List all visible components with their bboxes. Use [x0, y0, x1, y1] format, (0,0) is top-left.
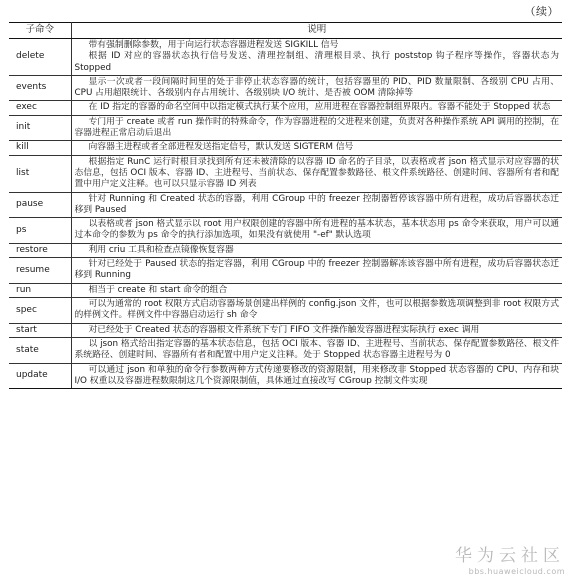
table-row [9, 323, 562, 338]
command-cell: events [9, 75, 71, 101]
description-text: 专门用于 create 或者 run 操作时的特殊命令，作为容器进程的父进程来创建，负责对各种操作系统 API 调用的控制，在容器进程正常启动后退出 [74, 116, 559, 139]
table-row [9, 115, 562, 141]
description-cell [71, 338, 562, 364]
header-description: 说明 [71, 23, 562, 39]
table-row [9, 39, 562, 76]
description-text: 可以为通常的 root 权限方式启动容器场景创建出样例的 config.json 文件，也可以根据参数选项调整到非 root 权限方式的样例文件。样例文件中容器启动运行 sh 命令 [74, 299, 559, 321]
description-text: 以 json 格式给出指定容器的基本状态信息，包括 OCI 版本、容器 ID、主进程号、当前状态、保存配置参数路径、根文件系统路径、创建时间、容器所有者和配置中用户定义注释。处于 Stopped 状态容器主进程号为 0 [74, 339, 559, 361]
table-row [9, 283, 562, 298]
watermark [455, 541, 565, 576]
description-cell [71, 141, 562, 156]
description-cell [71, 283, 562, 298]
command-cell: delete [9, 39, 71, 76]
description-text: 带有强制删除参数，用于向运行状态容器进程发送 SIGKILL 信号 [88, 40, 339, 50]
table-row [9, 75, 562, 101]
command-cell: update [9, 363, 71, 389]
table-header-row [9, 23, 562, 39]
description-text: 向容器主进程或者全部进程发送指定信号，默认发送 SIGTERM 信号 [88, 142, 354, 153]
command-cell: resume [9, 258, 71, 284]
table-row [9, 338, 562, 364]
description-text: 针对 Running 和 Created 状态的容器，利用 CGroup 中的 freezer 控制器暂停该容器中所有进程，成功后容器状态迁移到 Paused [74, 193, 559, 215]
watermark-url: bbs.huaweicloud.com [468, 567, 565, 576]
description-cell [71, 101, 562, 116]
description-text: 对已经处于 Created 状态的容器根文件系统下专门 FIFO 文件操作触发容器进程实际执行 exec 调用 [88, 324, 480, 335]
table-row [9, 218, 562, 244]
command-cell: spec [9, 298, 71, 324]
description-text: 根据指定 RunC 运行时根目录找到所有还未被清除的以容器 ID 命名的子目录，以表格或者 json 格式显示对应容器的状态信息，包括 OCI 版本、容器 ID、主进程号、当前状态、保存配置参数路径、根文件系统路径、创建时间、容器所有者和配置中用户定义注释。也可以只显示容器 ID 列表 [74, 156, 559, 190]
table-row [9, 243, 562, 258]
table-row [9, 141, 562, 156]
description-cell [71, 155, 562, 192]
description-text: 在 ID 指定的容器的命名空间中以指定模式执行某个应用，应用进程在容器控制组界限内。容器不能处于 Stopped 状态 [88, 102, 551, 113]
description-cell [71, 115, 562, 141]
description-text: 显示一次或者一段间隔时间里的处于非停止状态容器的统计，包括容器里的 PID、PID 数量限制、各级别 CPU 占用、CPU 占用超限统计、各级别内存占用统计、各级别块 I/O 统计、是否被 OOM 清除掉等 [74, 76, 559, 98]
command-cell: run [9, 283, 71, 298]
command-cell: kill [9, 141, 71, 156]
watermark-title: 华为云社区 [455, 546, 565, 566]
command-cell: list [9, 155, 71, 192]
command-cell: pause [9, 192, 71, 218]
description-cell [71, 192, 562, 218]
table-row [9, 258, 562, 284]
command-cell: exec [9, 101, 71, 116]
command-cell: restore [9, 243, 71, 258]
table-row [9, 192, 562, 218]
table-row [9, 101, 562, 116]
command-cell: start [9, 323, 71, 338]
description-cell [71, 243, 562, 258]
header-command: 子命令 [9, 23, 71, 39]
table-row [9, 363, 562, 389]
table-body [9, 39, 562, 389]
subcommand-table [9, 22, 562, 389]
description-cell [71, 323, 562, 338]
description-cell [71, 75, 562, 101]
description-text: 以表格或者 json 格式显示以 root 用户权限创建的容器中所有进程的基本状态，基本状态用 ps 命令来获取，用户可以通过本命令的参数为 ps 命令的执行添加选项，如果没有就使用 "-ef" 默认选项 [74, 219, 559, 241]
description-text: 利用 criu 工具和检查点镜像恢复容器 [88, 244, 234, 255]
description-cell [71, 298, 562, 324]
description-text: 可以通过 json 和单独的命令行参数两种方式传递要修改的资源限制，用来修改非 Stopped 状态容器的 CPU、内存和块 I/O 权重以及容器进程数限制这几个资源限制值，具体通过直接改写 CGroup 控制文件实现 [74, 364, 559, 386]
command-cell: state [9, 338, 71, 364]
table-row [9, 298, 562, 324]
table-row [9, 155, 562, 192]
description-cell [71, 39, 562, 76]
description-cell [71, 258, 562, 284]
command-cell: ps [9, 218, 71, 244]
description-cell [71, 218, 562, 244]
description-text: 根据 ID 对应的容器状态执行信号发送、清理控制组、清理根目录、执行 poststop 钩子程序等操作，容器状态为 Stopped [74, 51, 559, 73]
continued-label: （续） [524, 5, 559, 18]
description-text: 针对已经处于 Paused 状态的指定容器，利用 CGroup 中的 freezer 控制器解冻该容器中所有进程，成功后容器状态迁移到 Running [74, 259, 559, 281]
description-text: 相当于 create 和 start 命令的组合 [88, 284, 228, 295]
command-cell: init [9, 115, 71, 141]
description-cell [71, 363, 562, 389]
